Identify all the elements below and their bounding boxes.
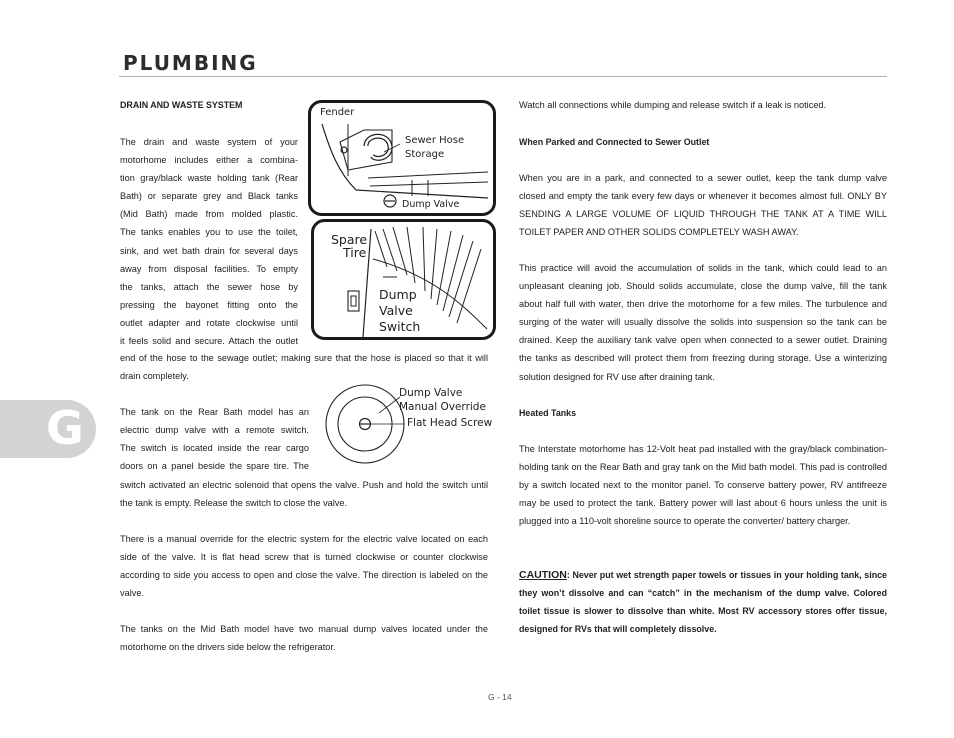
drain-waste-heading: DRAIN AND WASTE SYSTEM <box>120 100 243 110</box>
switch-label: Switch <box>379 319 421 334</box>
rear-bath-line: electric dump valve with a remote switch. <box>120 425 309 436</box>
intro-line: it feels solid and secure. Attach the outlet <box>120 336 298 347</box>
spare-label: Spare <box>331 232 368 247</box>
sewer-hose-label: Sewer Hose <box>405 135 465 146</box>
fender-label: Fender <box>320 107 355 118</box>
flat-head-screw-label: Flat Head Screw <box>407 417 493 429</box>
override-label-line1: Dump Valve <box>399 387 463 399</box>
intro-line: (Mid Bath) made from molded plastic. <box>120 209 298 220</box>
dump-valve-label: Dump Valve <box>402 199 460 210</box>
caution-paragraph <box>519 566 887 638</box>
tire-label: Tire <box>343 245 367 260</box>
override-label-line2: Manual Override <box>399 401 486 413</box>
intro-line: The tanks enables you to use the toilet, <box>120 227 298 238</box>
dump-label: Dump <box>379 287 417 302</box>
intro-paragraph-narrow <box>120 133 298 350</box>
page-number: G - 14 <box>488 692 512 702</box>
rear-bath-line: doors on a panel beside the spare tire. The <box>120 461 309 472</box>
parked-heading: When Parked and Connected to Sewer Outlet <box>519 137 710 147</box>
section-tab-letter: G <box>46 401 84 455</box>
rear-bath-paragraph-tail: switch activated an electric solenoid that opens the valve. Push and hold the switch until the tank is empty. Release the switch to close the valve. <box>120 480 488 509</box>
rear-bath-paragraph-narrow <box>120 403 309 475</box>
watch-connections-paragraph: Watch all connections while dumping and release switch if a leak is noticed. <box>519 100 827 110</box>
heated-tanks-paragraph: The Interstate motorhome has 12-Volt heat pad installed with the gray/black combination-holding tank on the Rear Bath and gray tank on the Mid bath model. This pad is controlled by a switch located next to the monitor panel. To conserve battery power, RV antifreeze may be used to protect the tank. Battery power will last about 6 hours unless the unit is plugged into a 110-volt shoreline source to operate the converter/ battery charger. <box>519 444 887 527</box>
mid-bath-paragraph: The tanks on the Mid Bath model have two manual dump valves located under the motorhome on the drivers side below the refrigerator. <box>120 624 488 653</box>
intro-line: pressing the bayonet fitting onto the <box>120 299 298 310</box>
section-tab <box>0 400 96 458</box>
intro-line: tion gray/black waste holding tank (Rear <box>120 173 298 184</box>
intro-line: motorhome includes either a combina- <box>120 155 298 166</box>
title-rule <box>119 76 887 77</box>
rear-bath-line: The tank on the Rear Bath model has an <box>120 407 309 417</box>
page-title: PLUMBING <box>123 51 258 75</box>
storage-label: Storage <box>405 149 445 160</box>
manual-override-paragraph: There is a manual override for the electric system for the electric valve located on each side of the valve. It is flat head screw that is turned clockwise or counter clockwise according to side you access to open and close the valve. The direction is labeled on the valve. <box>120 534 488 599</box>
intro-line: Bath) or separate grey and Black tanks <box>120 191 298 202</box>
heated-tanks-heading: Heated Tanks <box>519 408 577 418</box>
parked-paragraph: When you are in a park, and connected to a sewer outlet, keep the tank dump valve closed and empty the tank every few days or whenever it becomes almost full. ONLY BY SENDING A LARGE VOLUME OF LIQUID THROUGH THE TANK AT A TIME WILL TOILET PAPER AND OTHER SOLIDS COMPLETELY WASH AWAY. <box>519 173 887 238</box>
intro-paragraph-tail: end of the hose to the sewage outlet; making sure that the hose is placed so that it will drain completely. <box>120 353 488 382</box>
intro-line: The drain and waste system of your <box>120 137 298 147</box>
valve-label: Valve <box>379 303 413 318</box>
intro-line: the tanks, attach the sewer hose by <box>120 281 298 292</box>
intro-line: away from disposal facilities. To empty <box>120 263 298 274</box>
caution-word: CAUTION <box>519 569 567 581</box>
accumulation-paragraph: This practice will avoid the accumulation of solids in the tank, which could lead to an unpleasant cleaning job. Should solids accumulate, close the dump valve, fill the tank about half full with water, then drive the motorhome for a few miles. The turbulence and surging of the water will usually dissolve the solids into suspension so the tank can be drained. Keep the auxiliary tank valve open when connected to a sewer outlet. Draining the tanks as described will protect them from freezing during storage. Use a winterizing solution designed for RV use after draining tank. <box>519 263 887 382</box>
rear-bath-line: The switch is located inside the rear cargo <box>120 443 309 454</box>
manual-override-diagram <box>324 383 406 465</box>
intro-line: sink, and wet bath drain for several days <box>120 245 298 256</box>
intro-line: outlet adapter and rotate clockwise until <box>120 317 298 328</box>
caution-text: : Never put wet strength paper towels or tissues in your holding tank, since they won’t dissolve and can “catch” in the mechanism of the dump valve. Colored toilet tissue is slower to dissolve than white. Most RV accessory stores offer tissue, designed for RVs that will completely dissolve. <box>519 570 887 635</box>
